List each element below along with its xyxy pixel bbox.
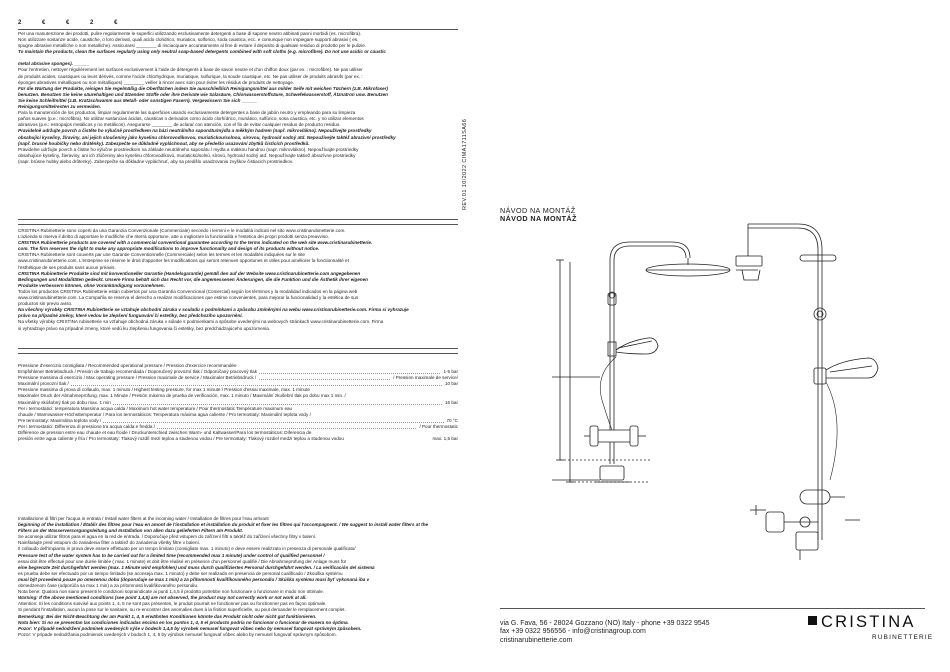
tech-label: presión entre agua caliente y fría / Pro termostaty: Tlakový rozdíl mezi teplou a studenou vodou / Pre termostaty: Tlakový rozdiel medzi teplou a studenou vodou xyxy=(18,436,344,442)
text-line: Filters an der Wasserversorgungsleitung und Installation von allen dazu gelieferten Filtern am Produkt. xyxy=(18,528,244,534)
maintenance-section xyxy=(18,31,458,165)
text-line: Für die Wartung der Produkte, reinigen Sie regelmäßig die Oberflächen indem Sie ausschließlich Reinigungsmittel aus milder Seife mit weichen Tüchern (z.B. Mikrofaser) xyxy=(18,85,389,91)
tech-value: / Pour thermostatic xyxy=(419,423,458,429)
divider xyxy=(18,348,458,349)
leader-dots xyxy=(18,385,458,386)
text-line: l'esthétique de ses produits sans aucun préavis. xyxy=(18,264,116,270)
symbol: € xyxy=(42,20,47,26)
text-line: CRISTINA Rubinetterie products are covered with a commercial conventional guarantee according to the terms indicated on the web site www.cristinarubinetterie. xyxy=(18,240,373,246)
symbol: € xyxy=(66,20,71,26)
text-line: paños suaves (p.e.: microfibra). No utilizar sustancias ácidas, cáusticas o derivados como ácido clorhídrico, muriático, sulfúrico, sosa cáustica, etc. y no utilizar elementos xyxy=(18,116,364,122)
text-line: es prueba debe ser efectuado por un tiempo limitado (se aconseja max. 1 minuto) y debe ser realizado en presencia de personal cualificado / Zkouška systému xyxy=(18,570,343,576)
tech-value: 1-5 bar xyxy=(443,369,458,375)
shower-column-diagram xyxy=(500,220,930,600)
text-line: CRISTINA Rubinetterie sono coperti da una Garanzia Convenzionale (Commerciale) secondo i termini e le modalità indicati nel sito www.cristinarubinetterie.com. xyxy=(18,228,346,233)
text-line: com. The firm reserves the right to make any appropriate modifications to improve functionality and design of its products without notice. xyxy=(18,246,320,252)
text-line: Para la manutención de los productos, limpiar regularmente las superficies usando exclusivamente detergentes a base de jabón neutro y empleando para su limpieza xyxy=(18,110,356,116)
text-line: CRISTINA Rubinetterie sont couverts par une Garantie Conventionnelle (Commerciale) selon les termes et les modalités indiquées sur le site xyxy=(18,252,305,258)
revision-code-text: REV.01 10/2022 CIMA1711SA66 xyxy=(462,118,468,210)
text-line: To maintain the products, clean the surfaces regularly using only neutral soap-based detergents combined with soft cloths (e.g. microfibre). Do not use acidic or caustic xyxy=(18,49,386,55)
tech-label: Pressione massima di prova di collaudo, max. 1 minuto / Highest testing pressure, for max 1 minute / Pression d'essai maximale, max. 1 minute xyxy=(18,387,310,393)
symbol: € xyxy=(114,20,119,26)
text-line: (např. brusné houbičky nebo drátěnky). Zabezpečte se důkladně vypláchnout, aby se předešlo usazování zbytků čisticích prostředků. xyxy=(18,140,310,146)
text-line: musí být provedená pouze po omezenou dobu (doporučuje se max 1 min) a za přítomnosti kvalifikovaného personálu / Skúška systému musí byť vykonaná iba v xyxy=(18,576,370,582)
side-mixer xyxy=(800,490,830,504)
text-line: CRISTINA Rubinetterie Produkte sind mit konventioneller Garantie (Handelsgarantie) gemäß den auf der Website www.cristinarubinetterie.com angegebenen xyxy=(18,270,361,276)
footer-contact xyxy=(500,620,710,645)
text-line: de produits acides, caustiques ou leurs dérivés, comme l'acide chlorhydrique, muriatique, sulfurique, la soude caustique, etc. Ne pas utiliser de produits abrasifs (par ex. : xyxy=(18,73,363,79)
tech-label: Pre termostaty: Maximálna teplota vody / xyxy=(18,417,102,423)
side-hand-shower xyxy=(826,358,878,378)
footer-website: cristinarubinetterie.com xyxy=(500,636,573,644)
tech-value: 70 °C xyxy=(446,417,458,423)
text-line: Per una manutenzione dei prodotti, pulire regolarmente le superfici utilizzando esclusivamente detergenti a base di sapone neutro abbinati panni morbidi (es. microfibra). xyxy=(18,31,362,36)
mount-title-line-bold: NÁVOD NA MONTÁŽ xyxy=(500,214,577,223)
text-line: Na všechny výrobky CRISTINA Rubinetterie se vztahuje obchodní záruka v souladu s podmínkami a způsobu zmíněnými na webu www.cristinarubinetterie.com. Firma si vyhrazuje xyxy=(18,307,409,313)
tech-label: Maximálny skúšobný tlak po dobu max. 1 min xyxy=(18,399,111,405)
divider xyxy=(18,29,458,30)
side-head-shower xyxy=(736,256,762,266)
text-line: Pravidelne udržujte povrch a čistite ho výlučne prostriedkom na základe neutrálneho saponátu / mydla a mäkkou handrou (napr. mikrovlákno). Nepoužívajte prostriedky xyxy=(18,146,359,152)
symbol-row xyxy=(18,20,135,26)
tech-label: Pressione d'esercizio consigliata / Recommended operational pressure / Pression d'exercice recommandée xyxy=(18,363,237,368)
text-line: Nota bene: Qualora non siano presenti le condizioni sopraindicate ai punti 1,4,5 il prodotto potrebbe non funzionare o funzionare in modo non ottimale. xyxy=(18,589,324,595)
mount-title-line: NÁVOD NA MONTÁŽ xyxy=(500,206,576,215)
shower-arm xyxy=(610,242,690,260)
text-line: beginning of the installation / Établir des filtres pour l'eau en amont de l'installation et installation du produit et fixer les filtres qui l'accompagnent. / We suggest to install water filters at the xyxy=(18,522,429,528)
divider xyxy=(18,219,458,220)
text-line: právo na případné změny, které vedou ke zlepšení funguování či estetiky, bez předchozího upozornění. xyxy=(18,313,243,319)
footer-fax-email: fax +39 0322 956556 - info@cristinagroup.com xyxy=(500,628,646,636)
text-line: Sie keine Schleifmittel (z.B. Kratzschwamm aus Metall- oder sonstigen Fasern). Vergewissern Sie sich ______ xyxy=(18,97,258,103)
tech-label: Per i termostatici: Differenza di pressione tra acqua calda e fredda / xyxy=(18,423,156,429)
text-line: benutzen. Benutzen Sie keine säurehaltigen und ätzenden Stoffe oder ihre Derivate wie Salzsäure, Chlorwasserstoffsäure, Schwefelwasserstoff, Ätznatron usw. Benutzen xyxy=(18,91,388,97)
divider xyxy=(18,353,458,354)
text-line: eine begrenzte Zeit durchgeführt werden (max. 1 Minute wird empfohlen) und muss durch qualifiziertes Personal durchgeführt werden. / La verificación del sistema xyxy=(18,564,375,570)
text-line: Installazione di filtri per l'acqua in entrata / Install water filters at the incoming water / Installation de filtres pour l'eau arrivant xyxy=(18,516,269,521)
text-line: www.cristinarubinetterie.com. La Compañía se reserva el derecho a realizar modificaciones que estime convenientes, para mejorar la funcionalidad y la estética de sus xyxy=(18,295,359,301)
text-line: abrasivos (p.e.: estropajos metálicos y no metálicos). Asegurarse ________ de aclarar con atención, con el fin de evitar cualquier residuo de producto residuo. xyxy=(18,122,341,128)
text-line: Pressure test of the water system has to be carried out for a limited time (recommended max 1 minute) under control of qualified personnel / xyxy=(18,552,325,558)
text-line: Pravidelně udržujte povrch a čistěte ho výlučně prostředkem na bázi neutrálního saponátu/mýdla a měkkým hadrem (např. mikrovlákno). Nepoužívejte prostředky xyxy=(18,128,372,134)
hand-shower-holder xyxy=(608,342,616,356)
text-line: Todos los productos CRISTINA Rubinetterie están cubiertos por una Garantía Convencional (Comercial) según los términos y la modalidad indicados en la página web xyxy=(18,288,358,294)
tech-label: Maximaler Druck der Abnahmeprüfung, max. 1 Minute / Presión máxima de prueba de verificación, max. 1 minuto / Maximální zkušební tlak po dobu max 1 min. / xyxy=(18,393,346,399)
text-line: essai doit être effectué pour une durée limitée ( max. 1 minute) et doit être réalisé en présence d'un personnel qualifié / Die Abnahmeprüfung der Anlage muss für xyxy=(18,558,347,564)
text-line: Produkte verbessern können, ohne Vorankündigung vorzunehmen. xyxy=(18,282,165,288)
text-line: Nota bien: Si no se presentan las condiciones indicadas encima en los puntos 1, 4, 5 el producto podría no funcionar o funcionar de manera no óptima. xyxy=(18,619,349,625)
text-line: obsahující kyseliny, žíraviny, ani jejich sloučeniny jako kyselinu chlorovodíkovou, muriatickou/solnou, sírovou, hydroxid sodný atd. Nepoužívejte taktéž abrazivní prostředky xyxy=(18,134,396,140)
technical-data-section xyxy=(18,363,458,442)
footer-address: via G. Fava, 56 - 28024 Gozzano (NO) Italy - phone +39 0322 9545 xyxy=(500,620,710,627)
text-line: Reinigungsmittelresten zu vermeiden. xyxy=(18,104,101,110)
side-connector xyxy=(814,308,826,320)
symbol: 2 xyxy=(90,20,95,26)
text-line: obmedzenom čase (odporúča sa max 1 min) a za prítomnosti kvalifikovaného personálu. xyxy=(18,583,199,589)
tech-label: chaude / Warmwasser-Höchsttemperatur / Para los termostáticos: Temperatura máxima agua caliente / Pro termostaty: Maximální teplota vody / xyxy=(18,411,311,417)
tech-value: 16 bar xyxy=(444,399,458,405)
text-line: Se aconseja utilizar filtros para el agua en la red de entrada. / Doporučuje před vstupem do zařízení filtr a taktéž do zařízení všechny filtry v balení. xyxy=(18,534,317,540)
logo-subtitle: RUBINETTERIE xyxy=(872,634,934,641)
tech-value: / Pression maximale de service/ xyxy=(393,375,458,381)
text-line: Pozor: V případě nedodržení podmínek uvedených výše v bodech 1,4,5 by výrobek nemusel fungovat vůbec nebo by nemusel fungovat správným způsobem. xyxy=(18,625,362,631)
text-line: Na všetky výrobky CRISTINA rubinetterie sa vzťahuje obchodná záruka v súlade s podmienkami a spôsobe uvedenými na webovych stránkach www.cristinarubinetterie.com. Firma xyxy=(18,319,384,325)
text-line: Pour l'entretien, nettoyer régulièrement les surfaces exclusivement à l'aide de détergents à base de savon neutre et d'un chiffon doux (par ex. : microfibre). Ne pas utiliser xyxy=(18,67,363,73)
text-line: éponges abrasives métalliques ou non métalliques) ________ veiller à rincer avec soin pour éviter les résidus de produits de nettoyage. xyxy=(18,79,295,85)
tech-label: Maximální provozní tlak / xyxy=(18,381,69,387)
text-line: Warning: If the above mentioned conditions (see point 1,4,5) are not observed, the product may not correctly work or not work at all. xyxy=(18,595,307,601)
text-line: metal abrasive sponges). ______ xyxy=(18,61,90,67)
notes-section xyxy=(18,516,458,638)
divider xyxy=(18,224,458,225)
tech-value: max. 1,5 bar xyxy=(432,436,458,442)
text-line: Bemerkung: Bei der Nicht-Beachtung der am Punkt 1, 4, 5 erwähnten Konditionen könnte das Produkt nicht oder nicht gut funktionieren. xyxy=(18,613,317,619)
text-line: Attention: Si les conditions susvisé aux points 1, 4, 5 ne sont pas présentes, le produit pourrait ne fonctionner pas ou fonctionner pas en façon optimale. xyxy=(18,601,327,607)
side-view-arm xyxy=(748,228,818,250)
text-line: Pozor: V prípade nedodržania podmienok uvedených v bodoch 1, 4, 5 by výrobok nemusel fungovať vôbec alebo by nemusel fungovať správnym spôsobom. xyxy=(18,631,337,637)
logo-name: CRISTINA xyxy=(821,613,916,631)
text-line: si vyhradzuje právo na prípadné zmeny, ktoré vedú ku zlepšeniu fungovania či estetiky, bez predchádzajúceho upozornenia. xyxy=(18,325,271,331)
tech-row xyxy=(18,436,458,442)
text-line: Non utilizzare sostanze acide, caustiche, o loro derivati, quali acido cloridrico, muriatico, solforico, soda caustica, ecc. e comunque non impiegare supporti abrasivi ( es. xyxy=(18,37,359,43)
divider xyxy=(500,608,925,609)
symbol: 2 xyxy=(18,20,23,26)
text-line: www.cristinarubinetterie.com. L'entreprise se réserve le droit d'apporter les modifications qui seront retenues opportunes et utiles pour améliorer la fonctionnalité et xyxy=(18,258,349,264)
text-line: (napr. brúsne hubky alebo drôtenky). Zabezpečte sa dôkladne vypláchnuť, aby sa predišlo usadzovaniu zvyškov čistiacich prostriedkov. xyxy=(18,158,294,164)
tech-value: 10 bar xyxy=(444,381,458,387)
tech-label: Différence de pression entre eau chaude et eau froide / Druckunterschied zwischen Warm- und Kaltwasser/Para los termostáticos: Diferencia de xyxy=(18,430,312,436)
text-line: productos sin previo aviso. xyxy=(18,301,73,307)
tech-label: Per i termostatici: temperatura Massima acqua calda / Maximum hot water temperature / Pour thermostatic Température maximum eau xyxy=(18,405,293,411)
text-line: Il collaudo dell'impianto in prova deve essere effettuato per un tempo limitato (consigliato max. 1 minuto) e deve essere realizzato in presenza di personale qualificato/ xyxy=(18,546,356,552)
text-line: Nainštalujte pred vstupom do zariadenia filter a taktiež do zariadenia všetky filtre v balení. xyxy=(18,540,201,546)
hand-shower xyxy=(616,338,658,354)
text-line: Si pendant l'installation, aucun la pose sur le sanitaire, ou re-encontrer des anomalies dues à la finition superficielle, ou peut demander le remplacement complet. xyxy=(18,607,346,613)
tech-label: Pressione massima di esercizio / Max operating pressure / Pression maximale de service / Maximaler Betriebsdruck / xyxy=(18,375,257,381)
revision-code xyxy=(462,20,468,210)
text-line: spugne abrasive metalliche o non metalliche). Assicurarsi ________ di risciacquare accuratamente al fine di evitare il deposito di qualsiasi residuo di prodotto per le pulizie. xyxy=(18,43,367,49)
side-holder xyxy=(814,368,826,384)
text-line: L'azienda si riserva il diritto di apportare le modifiche che riterrà opportune, atte a migliorare la funzionalità e l'estetica dei propri prodotti senza preavviso. xyxy=(18,234,329,240)
text-line: obsahujúce kyseliny, žieraviny, ani ich zlúčeniny ako kyselinu chlorovodíkovú, muriatickú/solnú, sírovú, hydroxid sodný atď. Nepoužívajte taktiež abrazívne prostriedky xyxy=(18,152,356,158)
text-line: Bedingungen und Modalitäten gedeckt. Unsere Firma behält sich das Recht vor, die angemessenen Änderungen, die die Funktion und die Ästhetik ihrer eigenen xyxy=(18,276,368,282)
tech-label: Empfohlener Betriebsdruck / Presión de trabajo recomendada / Doporučený provozní tlak / Odporúčaný pracovný tlak xyxy=(18,369,258,375)
guarantee-section xyxy=(18,228,458,332)
logo-mark xyxy=(808,616,817,625)
